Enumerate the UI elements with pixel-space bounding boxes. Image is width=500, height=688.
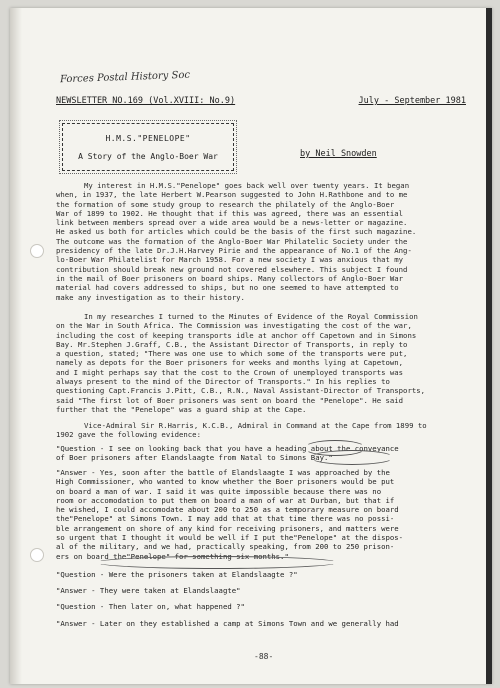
handwritten-note: Forces Postal History Soc [59, 69, 191, 86]
handwritten-loop-mark [310, 450, 394, 465]
author-byline: by Neil Snowden [300, 149, 377, 159]
text-line: War of 1899 to 1902. He thought that if this was agreed, there was an essential [56, 208, 404, 218]
punch-hole [30, 244, 44, 258]
binder-edge [486, 8, 492, 684]
paragraph-2 [56, 312, 470, 414]
text-line: always present to the mind of the Director of Transports." In his replies to [56, 377, 390, 387]
text-line: "Answer - Yes, soon after the battle of Elandslaagte I was approached by the [56, 468, 390, 477]
text-line: so urgent that I thought it would be well if I put the"Penelope" at the dispos- [56, 533, 404, 543]
text-line: said "The first lot of Boer prisoners was sent on board the "Penelope". He said [56, 395, 404, 405]
text-line: of Boer prisoners after Elandslaagte from Natal to Simons Bay." [56, 453, 333, 463]
text-line: presidency of the late Dr.J.H.Harvey Pirie and the appearance of No.1 of the Ang- [56, 246, 412, 256]
text-line: contribution should break new ground not covered elsewhere. This subject I found [56, 264, 408, 274]
text-line: Bay. Mr.Stephen J.Graff, C.B., the Assistant Director of Transports, in reply to [56, 339, 408, 349]
paragraph-3 [56, 421, 470, 440]
text-line: further that the "Penelope" was a guard ship at the Cape. [56, 404, 307, 414]
newsletter-number: NEWSLETTER NO.169 (Vol.XVIII: No.9) [56, 96, 236, 106]
text-line: when, in 1937, the late Herbert W.Pearson suggested to John H.Rathbone and to me [56, 190, 408, 200]
text-line: al of the military, and we had, practically speaking, from 200 to 250 prison- [56, 542, 395, 552]
text-line: "Question - I see on looking back that you have a heading about the conveyance [56, 444, 399, 453]
text-line: material had covers addressed to ships, but no one seemed to have attempted to [56, 283, 399, 293]
text-line: The outcome was the formation of the Anglo-Boer War Philatelic Society under the [56, 236, 408, 246]
text-line: the formation of some study group to research the philately of the Anglo-Boer [56, 199, 395, 209]
page-fold-shadow [10, 8, 22, 684]
text-line: the"Penelope" at Simons Town. I may add that at that time there was no possi- [56, 514, 395, 524]
text-line: room or accomodation to put them on board a man of war at Durban, but that if [56, 495, 395, 505]
text-line: He asked us both for articles which could be the basis of the first such magazine. [56, 227, 417, 237]
text-line: 1902 gave the following evidence: [56, 430, 201, 440]
handwritten-underline-mark [96, 556, 338, 569]
text-line: in the mail of Boer prisoners on board ships. Many collectors of Anglo-Boer War [56, 273, 404, 283]
page-number: -88- [254, 652, 274, 661]
text-line: he wished, I could accomodate about 200 to 250 as a temporary measure on board [56, 505, 399, 515]
article-title: H.M.S."PENELOPE" [105, 134, 191, 143]
text-line: link between members spread over a wide area would be a news-letter or magazine. [56, 218, 408, 228]
text-line: My interest in H.M.S."Penelope" goes back well over twenty years. It began [84, 181, 410, 190]
answer-2: "Answer - They were taken at Elandslaagte" [56, 586, 241, 595]
text-line: on the War in South Africa. The Commission was investigating the cost of the war, [56, 321, 412, 331]
text-line: questioning Capt.Francis J.Pitt, C.B., R.N., Naval Assistant-Director of Transports, [56, 386, 426, 396]
question-2: "Question - Were the prisoners taken at Elandslaagte ?" [56, 570, 298, 579]
answer-3: "Answer - Later on they established a camp at Simons Town and we generally had [56, 619, 399, 628]
text-line: make any investigation as to their history. [56, 292, 245, 302]
text-line: a question, stated; "There was one use to which some of the transports were put, [56, 349, 408, 359]
text-line: High Commissioner, who wanted to know whether the Boer prisoners would be put [56, 477, 395, 487]
text-line: ers on board the"Penelope" for something six months." [56, 551, 289, 561]
text-line: and I might perhaps say that the cost to the Crown of unemployed transports was [56, 367, 404, 377]
text-line: lo-Boer War Philatelist for March 1958. For a new society I was anxious that my [56, 255, 404, 265]
question-3: "Question - Then later on, what happened ?" [56, 602, 245, 611]
answer-1 [56, 468, 470, 561]
issue-date: July - September 1981 [358, 96, 466, 106]
text-line: ble arrangement on shore of any kind for receiving prisoners, and matters were [56, 523, 399, 533]
text-line: namely as depots for the Boer prisoners for weeks and months lying at Capetown, [56, 358, 404, 368]
article-subtitle: A Story of the Anglo-Boer War [78, 152, 218, 161]
question-1 [56, 444, 470, 463]
text-line: including the cost of keeping transports idle at anchor off Capetown and in Simons [56, 330, 417, 340]
text-line: In my researches I turned to the Minutes of Evidence of the Royal Commission [84, 312, 418, 321]
paragraph-1 [56, 181, 470, 302]
text-line: Vice-Admiral Sir R.Harris, K.C.B., Admiral in Command at the Cape from 1899 to [84, 421, 427, 430]
text-line: on board a man of war. I said it was quite impossible because there was no [56, 486, 382, 496]
punch-hole [30, 548, 44, 562]
title-box [62, 123, 234, 171]
